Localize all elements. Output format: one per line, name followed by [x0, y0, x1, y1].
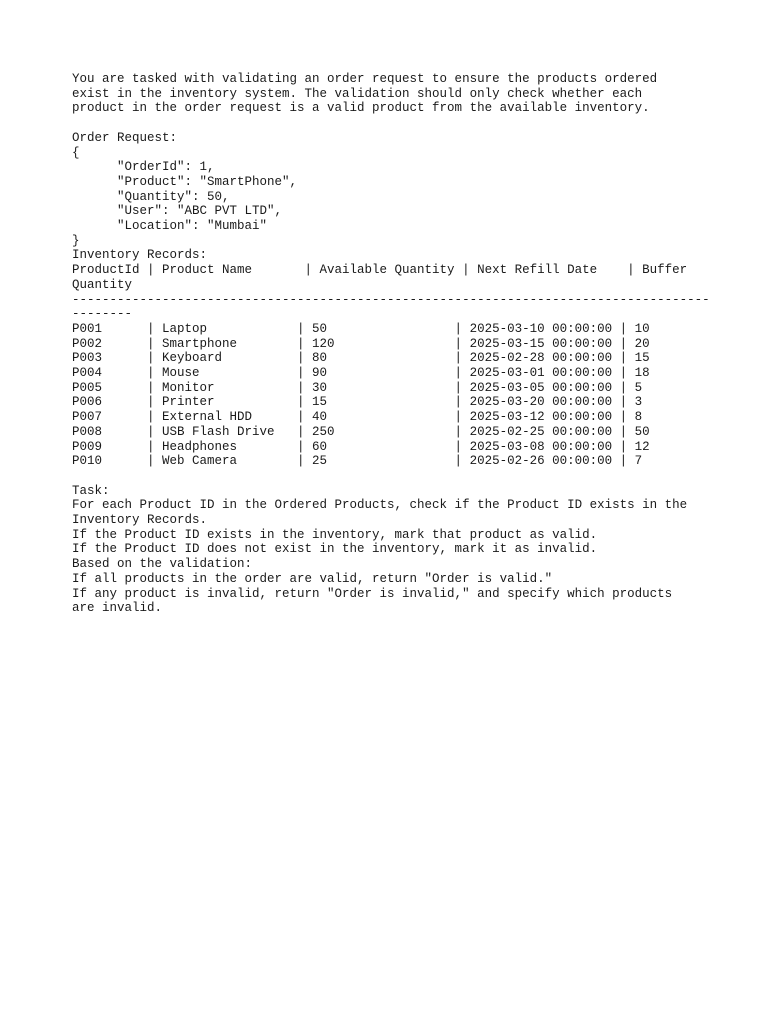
- inventory-header-line: ProductId | Product Name | Available Quantity | Next Refill Date | Buffer: [72, 263, 688, 278]
- intro-line: You are tasked with validating an order request to ensure the products ordered: [72, 72, 658, 86]
- order-field-line: "Product": "SmartPhone",: [72, 174, 298, 189]
- inventory-header-line: Quantity: [72, 277, 133, 292]
- inventory-row: P010 | Web Camera | 25 | 2025-02-26 00:00:00 | 7: [72, 454, 643, 469]
- document-body: [72, 72, 710, 616]
- inventory-row: P005 | Monitor | 30 | 2025-03-05 00:00:00 | 5: [72, 380, 643, 395]
- inventory-row: P006 | Printer | 15 | 2025-03-20 00:00:00 | 3: [72, 395, 643, 410]
- inventory-separator: --------: [72, 307, 133, 322]
- inventory-row: P007 | External HDD | 40 | 2025-03-12 00:00:00 | 8: [72, 410, 643, 425]
- inventory-row: P002 | Smartphone | 120 | 2025-03-15 00:00:00 | 20: [72, 336, 650, 351]
- task-line: For each Product ID in the Ordered Products, check if the Product ID exists in the: [72, 498, 688, 513]
- intro-line: exist in the inventory system. The validation should only check whether each: [72, 86, 643, 101]
- inventory-heading: Inventory Records:: [72, 248, 208, 263]
- inventory-block: [72, 248, 710, 469]
- inventory-row: P009 | Headphones | 60 | 2025-03-08 00:00:00 | 12: [72, 439, 650, 454]
- task-line: If any product is invalid, return "Order is invalid," and specify which products: [72, 586, 673, 601]
- task-line: If the Product ID exists in the inventory, mark that product as valid.: [72, 527, 598, 542]
- inventory-row: P004 | Mouse | 90 | 2025-03-01 00:00:00 | 18: [72, 366, 650, 381]
- inventory-row: P008 | USB Flash Drive | 250 | 2025-02-25 00:00:00 | 50: [72, 424, 650, 439]
- task-block: [72, 484, 702, 616]
- intro-paragraph: [72, 72, 702, 116]
- task-line: Inventory Records.: [72, 513, 208, 528]
- order-field-line: "OrderId": 1,: [72, 160, 215, 175]
- inventory-row: P001 | Laptop | 50 | 2025-03-10 00:00:00 | 10: [72, 321, 650, 336]
- task-line: Based on the validation:: [72, 557, 253, 572]
- order-field-line: "Location": "Mumbai": [72, 219, 268, 234]
- spacer: [72, 116, 702, 131]
- task-heading: Task:: [72, 483, 110, 498]
- order-request-block: [72, 131, 702, 249]
- task-line: If all products in the order are valid, return "Order is valid.": [72, 571, 553, 586]
- order-open-brace: {: [72, 145, 80, 160]
- task-line: If the Product ID does not exist in the inventory, mark it as invalid.: [72, 542, 598, 557]
- spacer: [72, 469, 702, 484]
- order-close-brace: }: [72, 233, 80, 248]
- intro-line: product in the order request is a valid product from the available inventory.: [72, 101, 650, 116]
- inventory-separator: -------------------------------------------------------------------------------------: [72, 292, 710, 307]
- inventory-row: P003 | Keyboard | 80 | 2025-02-28 00:00:00 | 15: [72, 351, 650, 366]
- order-field-line: "User": "ABC PVT LTD",: [72, 204, 283, 219]
- task-line: are invalid.: [72, 601, 163, 616]
- order-request-heading: Order Request:: [72, 130, 178, 145]
- order-field-line: "Quantity": 50,: [72, 189, 230, 204]
